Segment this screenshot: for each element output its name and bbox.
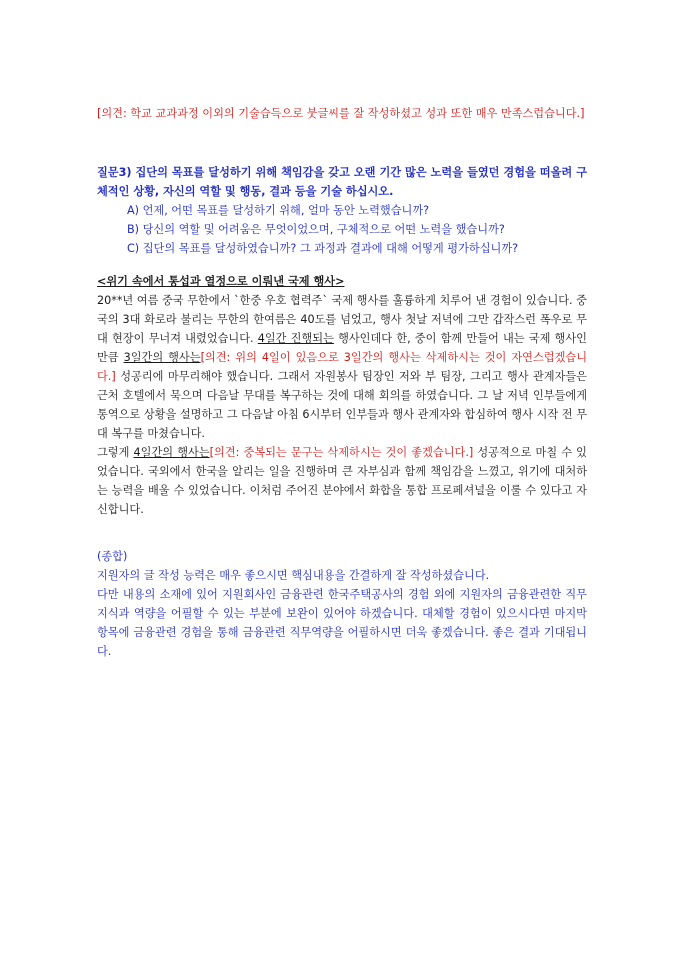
answer-title: <위기 속에서 통섭과 열정으로 이뤄낸 국제 행사> [97,275,345,288]
question-3-block [97,163,587,258]
summary-line-1: 지원자의 글 작성 능력은 매우 좋으시면 핵심내용을 간결하게 잘 작성하셨습니다. [97,569,490,582]
answer-p1-text-a: 20**년 여름 중국 무한에서 `한중 우호 협력주` 국제 행사를 훌륭하게 치루어 낸 경험이 있습니다. 중국의 3대 화로라 불리는 무한의 한여름은 40도를 넘었고, 행사 첫날 저녁에 그만 갑작스런 폭우로 무대 현장이 무너져 내렸었습니다. [97,294,587,345]
answer-p2-text-b: 성공적으로 마칠 수 있었습니다. 국외에서 한국을 알리는 일을 진행하며 큰 자부심과 함께 책임감을 느꼈고, 위기에 대처하는 능력을 배울 수 있었습니다. 이처럼 주어진 분야에서 화합을 통합 프로페셔널을 이룰 수 있다고 자신합니다. [97,446,587,516]
summary-line-2: 다만 내용의 소재에 있어 지원회사인 금융관련 한국주택공사의 경험 외에 지원자의 금융관련한 직무지식과 역량을 어필할 수 있는 부분에 보완이 있어야 하겠습니다. 대체할 경험이 있으시다면 마지막 항목에 금융관련 경험을 통해 금융관련 직무역량을 어필하시면 더욱 좋겠습니다. 좋은 결과 기대됩니다. [97,588,587,658]
answer-p1-text-b: 행사인데다 한, 중이 함께 만들어 내는 국제 행사인 만큼 [97,332,587,364]
summary-block [97,547,587,661]
answer-paragraph-1 [97,291,587,443]
answer-p2-text-a: 그렇게 [97,446,134,459]
question-3-text: 질문3) 집단의 목표를 달성하기 위해 책임감을 갖고 오랜 기간 많은 노력을 들였던 경험을 떠올려 구체적인 상황, 자신의 역할 및 행동, 결과 등을 기술 하십시오. [97,166,587,198]
opinion-comment [97,104,587,123]
answer-paragraph-2 [97,443,587,519]
answer-p1-text-c: 성공리에 마무리해야 했습니다. 그래서 자원봉사 팀장인 저와 부 팀장, 그리고 행사 관계자들은 근처 호텔에서 묵으며 다음날 무대를 복구하는 것에 대해 회의를 하였습니다. 그 날 저녁 인부들에게 통역으로 상황을 설명하고 그 다음날 아침 6시부터 인부들과 행사 관계자와 합심하여 행사 시작 전 무대 복구를 마쳤습니다. [97,370,587,440]
question-3-sub-a: A) 언제, 어떤 목표를 달성하기 위해, 얼마 동안 노력했습니까? [127,204,430,217]
opinion-text: [의견: 학교 교과과정 이외의 기술습득으로 붓글씨를 잘 작성하셨고 성과 또한 매우 만족스럽습니다.] [97,107,585,120]
answer-p2-underline: 4일간의 행사는 [133,446,210,459]
answer-p1-comment: [의견: 위의 4일이 있음으로 3일간의 행사는 삭제하시는 것이 자연스럽겠습니다.] [97,351,587,383]
answer-p1-underline-1: 4일간 진행되는 [257,332,334,345]
answer-p2-comment: [의견: 중복되는 문구는 삭제하시는 것이 좋겠습니다.] [209,446,474,459]
answer-block [97,272,587,519]
answer-p1-underline-2: 3일간의 행사는 [123,351,201,364]
question-3-sub-b: B) 당신의 역할 및 어려움은 무엇이었으며, 구체적으로 어떤 노력을 했습니까? [127,223,505,236]
summary-heading: (종합) [97,550,128,563]
question-3-sub-c: C) 집단의 목표를 달성하였습니까? 그 과정과 결과에 대해 어떻게 평가하십니까? [127,242,519,255]
